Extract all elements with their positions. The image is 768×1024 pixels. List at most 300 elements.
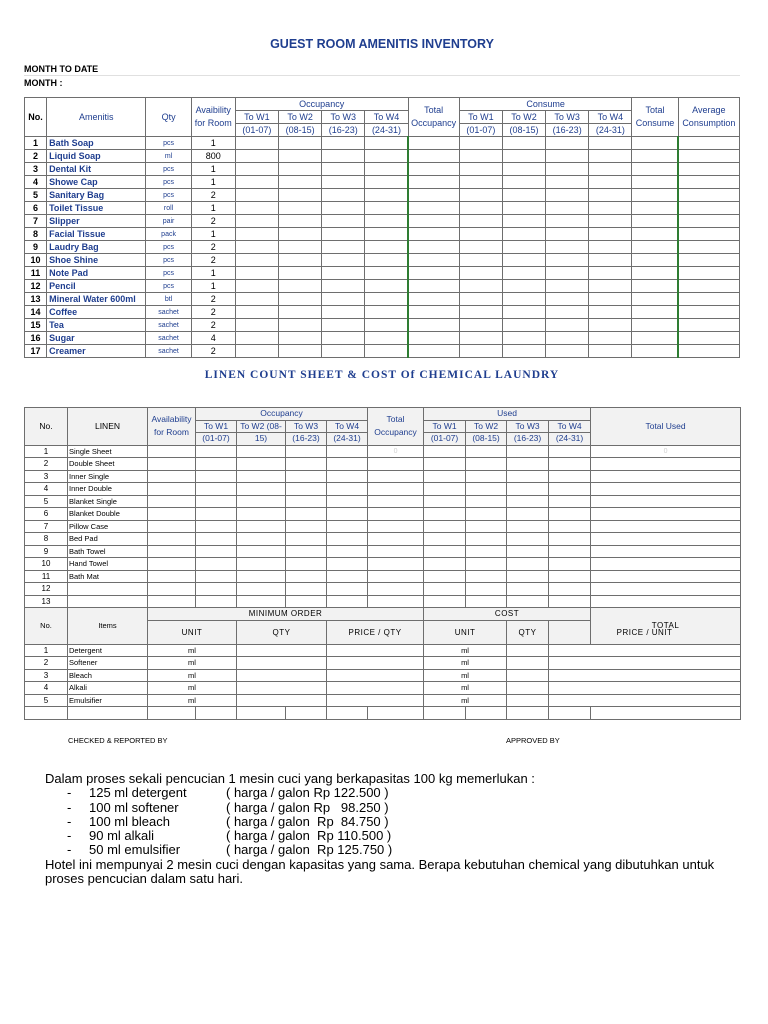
amenity-cell[interactable] (279, 176, 322, 189)
amenity-cell[interactable] (322, 241, 365, 254)
chemical-empty-cell[interactable] (466, 707, 507, 720)
amenity-cell[interactable] (235, 332, 278, 345)
linen-cell[interactable] (466, 595, 507, 608)
amenity-cell[interactable] (235, 345, 278, 358)
amenity-cell[interactable] (546, 332, 589, 345)
amenity-cell[interactable] (235, 241, 278, 254)
amenity-cell[interactable] (589, 202, 632, 215)
amenity-cell[interactable] (365, 293, 408, 306)
chemical-empty-cell[interactable] (68, 707, 148, 720)
amenity-cell[interactable] (589, 306, 632, 319)
chemical-price-unit[interactable] (549, 669, 741, 682)
amenity-cell[interactable] (235, 176, 278, 189)
amenity-cell[interactable] (632, 293, 678, 306)
linen-cell[interactable] (286, 458, 327, 471)
linen-cell[interactable] (327, 520, 368, 533)
chemical-empty-cell[interactable] (148, 707, 196, 720)
amenity-cell[interactable] (408, 215, 459, 228)
linen-cell[interactable] (368, 445, 424, 458)
linen-cell[interactable] (424, 508, 466, 521)
amenity-cell[interactable] (235, 202, 278, 215)
linen-cell[interactable] (327, 533, 368, 546)
linen-cell[interactable] (196, 483, 237, 496)
linen-cell[interactable] (368, 495, 424, 508)
amenity-cell[interactable] (279, 280, 322, 293)
amenity-cell[interactable] (589, 280, 632, 293)
linen-cell[interactable] (507, 508, 549, 521)
amenity-cell[interactable] (678, 215, 739, 228)
linen-cell[interactable] (424, 445, 466, 458)
amenity-cell[interactable] (322, 150, 365, 163)
amenity-cell[interactable] (546, 306, 589, 319)
chemical-qty-2[interactable] (507, 694, 549, 707)
amenity-cell[interactable] (546, 189, 589, 202)
linen-cell[interactable] (549, 595, 591, 608)
linen-cell[interactable] (327, 570, 368, 583)
linen-cell[interactable] (368, 570, 424, 583)
linen-cell[interactable] (466, 583, 507, 596)
linen-cell[interactable] (591, 470, 741, 483)
amenity-cell[interactable] (589, 254, 632, 267)
linen-cell[interactable] (507, 470, 549, 483)
amenity-cell[interactable] (459, 202, 502, 215)
amenity-cell[interactable] (546, 228, 589, 241)
linen-cell[interactable] (466, 495, 507, 508)
amenity-cell[interactable] (632, 345, 678, 358)
amenity-cell[interactable] (546, 293, 589, 306)
chemical-qty[interactable] (237, 694, 327, 707)
linen-cell[interactable] (237, 508, 286, 521)
amenity-cell[interactable] (365, 176, 408, 189)
amenity-cell[interactable] (408, 163, 459, 176)
amenity-cell[interactable] (546, 202, 589, 215)
amenity-cell[interactable] (365, 254, 408, 267)
linen-cell[interactable] (424, 595, 466, 608)
linen-cell[interactable] (507, 520, 549, 533)
amenity-cell[interactable] (459, 215, 502, 228)
linen-cell[interactable] (591, 508, 741, 521)
amenity-cell[interactable] (502, 176, 545, 189)
amenity-cell[interactable] (546, 267, 589, 280)
amenity-cell[interactable] (546, 254, 589, 267)
linen-cell[interactable] (424, 570, 466, 583)
amenity-cell[interactable] (589, 293, 632, 306)
linen-cell[interactable] (424, 495, 466, 508)
amenity-cell[interactable] (502, 332, 545, 345)
linen-cell[interactable] (237, 558, 286, 571)
linen-cell[interactable] (507, 545, 549, 558)
linen-cell[interactable] (148, 520, 196, 533)
linen-cell[interactable] (466, 570, 507, 583)
amenity-cell[interactable] (678, 319, 739, 332)
linen-cell[interactable] (237, 595, 286, 608)
amenity-cell[interactable] (502, 215, 545, 228)
amenity-cell[interactable] (678, 280, 739, 293)
amenity-cell[interactable] (678, 202, 739, 215)
linen-cell[interactable] (237, 483, 286, 496)
amenity-cell[interactable] (322, 215, 365, 228)
linen-cell[interactable] (286, 595, 327, 608)
amenity-cell[interactable] (365, 332, 408, 345)
amenity-cell[interactable] (279, 267, 322, 280)
linen-cell[interactable] (148, 483, 196, 496)
amenity-cell[interactable] (589, 137, 632, 150)
amenity-cell[interactable] (589, 189, 632, 202)
amenity-cell[interactable] (459, 319, 502, 332)
amenity-cell[interactable] (459, 150, 502, 163)
linen-cell[interactable] (424, 545, 466, 558)
amenity-cell[interactable] (678, 163, 739, 176)
linen-cell[interactable] (368, 520, 424, 533)
amenity-cell[interactable] (632, 254, 678, 267)
linen-cell[interactable] (196, 533, 237, 546)
amenity-cell[interactable] (589, 163, 632, 176)
amenity-cell[interactable] (459, 345, 502, 358)
linen-cell[interactable] (507, 570, 549, 583)
amenity-cell[interactable] (322, 319, 365, 332)
amenity-cell[interactable] (235, 137, 278, 150)
amenity-cell[interactable] (459, 189, 502, 202)
amenity-cell[interactable] (632, 306, 678, 319)
linen-cell[interactable] (507, 495, 549, 508)
linen-cell[interactable] (424, 520, 466, 533)
linen-cell[interactable] (424, 483, 466, 496)
amenity-cell[interactable] (632, 280, 678, 293)
amenity-cell[interactable] (589, 319, 632, 332)
chemical-empty-cell[interactable] (507, 707, 549, 720)
amenity-cell[interactable] (235, 280, 278, 293)
amenity-cell[interactable] (279, 293, 322, 306)
linen-cell[interactable] (148, 570, 196, 583)
linen-cell[interactable] (286, 533, 327, 546)
linen-cell[interactable] (196, 445, 237, 458)
amenity-cell[interactable] (546, 163, 589, 176)
amenity-cell[interactable] (279, 137, 322, 150)
linen-cell[interactable] (286, 445, 327, 458)
chemical-price-qty[interactable] (327, 644, 424, 657)
linen-cell[interactable] (507, 533, 549, 546)
linen-cell[interactable] (549, 570, 591, 583)
chemical-price-unit[interactable] (549, 694, 741, 707)
amenity-cell[interactable] (678, 176, 739, 189)
linen-cell[interactable] (286, 483, 327, 496)
linen-cell[interactable] (549, 583, 591, 596)
chemical-empty-cell[interactable] (25, 707, 68, 720)
chemical-empty-cell[interactable] (424, 707, 466, 720)
linen-cell[interactable] (327, 445, 368, 458)
amenity-cell[interactable] (632, 215, 678, 228)
amenity-cell[interactable] (322, 306, 365, 319)
linen-cell[interactable] (466, 533, 507, 546)
linen-cell[interactable] (148, 595, 196, 608)
amenity-cell[interactable] (632, 332, 678, 345)
linen-cell[interactable] (507, 483, 549, 496)
amenity-cell[interactable] (546, 345, 589, 358)
linen-cell[interactable] (327, 583, 368, 596)
linen-cell[interactable] (368, 545, 424, 558)
linen-cell[interactable] (286, 545, 327, 558)
linen-cell[interactable] (196, 495, 237, 508)
amenity-cell[interactable] (632, 189, 678, 202)
chemical-empty-cell[interactable] (327, 707, 368, 720)
linen-cell[interactable] (368, 533, 424, 546)
amenity-cell[interactable] (322, 332, 365, 345)
linen-cell[interactable] (237, 470, 286, 483)
amenity-cell[interactable] (408, 293, 459, 306)
amenity-cell[interactable] (279, 345, 322, 358)
linen-cell[interactable] (148, 470, 196, 483)
amenity-cell[interactable] (632, 176, 678, 189)
chemical-price-unit[interactable] (549, 644, 741, 657)
linen-cell[interactable] (327, 458, 368, 471)
amenity-cell[interactable] (502, 150, 545, 163)
amenity-cell[interactable] (678, 293, 739, 306)
amenity-cell[interactable] (632, 228, 678, 241)
linen-cell[interactable] (507, 458, 549, 471)
linen-cell[interactable] (148, 508, 196, 521)
amenity-cell[interactable] (322, 137, 365, 150)
amenity-cell[interactable] (279, 332, 322, 345)
amenity-cell[interactable] (408, 254, 459, 267)
linen-cell[interactable] (286, 570, 327, 583)
linen-cell[interactable] (549, 533, 591, 546)
linen-cell[interactable] (286, 470, 327, 483)
amenity-cell[interactable] (632, 267, 678, 280)
chemical-price-qty[interactable] (327, 694, 424, 707)
amenity-cell[interactable] (546, 215, 589, 228)
linen-cell[interactable] (327, 558, 368, 571)
chemical-price-unit[interactable] (549, 682, 741, 695)
amenity-cell[interactable] (408, 345, 459, 358)
linen-cell[interactable] (466, 558, 507, 571)
amenity-cell[interactable] (365, 137, 408, 150)
linen-cell[interactable] (196, 520, 237, 533)
amenity-cell[interactable] (502, 319, 545, 332)
amenity-cell[interactable] (502, 189, 545, 202)
linen-cell[interactable] (507, 558, 549, 571)
amenity-cell[interactable] (459, 254, 502, 267)
amenity-cell[interactable] (459, 137, 502, 150)
amenity-cell[interactable] (322, 293, 365, 306)
amenity-cell[interactable] (365, 319, 408, 332)
linen-cell[interactable] (368, 558, 424, 571)
amenity-cell[interactable] (678, 267, 739, 280)
amenity-cell[interactable] (459, 306, 502, 319)
linen-cell[interactable] (368, 595, 424, 608)
amenity-cell[interactable] (408, 241, 459, 254)
amenity-cell[interactable] (235, 163, 278, 176)
chemical-qty-2[interactable] (507, 669, 549, 682)
chemical-qty-2[interactable] (507, 657, 549, 670)
linen-cell[interactable] (424, 470, 466, 483)
amenity-cell[interactable] (632, 150, 678, 163)
linen-cell[interactable] (237, 445, 286, 458)
chemical-qty-2[interactable] (507, 682, 549, 695)
amenity-cell[interactable] (678, 345, 739, 358)
linen-cell[interactable] (591, 445, 741, 458)
amenity-cell[interactable] (632, 137, 678, 150)
amenity-cell[interactable] (589, 176, 632, 189)
amenity-cell[interactable] (678, 150, 739, 163)
linen-cell[interactable] (424, 583, 466, 596)
linen-cell[interactable] (148, 458, 196, 471)
amenity-cell[interactable] (546, 280, 589, 293)
linen-cell[interactable] (368, 583, 424, 596)
amenity-cell[interactable] (235, 267, 278, 280)
amenity-cell[interactable] (459, 280, 502, 293)
amenity-cell[interactable] (589, 241, 632, 254)
amenity-cell[interactable] (408, 137, 459, 150)
linen-cell[interactable] (148, 445, 196, 458)
chemical-empty-cell[interactable] (196, 707, 237, 720)
linen-cell[interactable] (507, 583, 549, 596)
amenity-cell[interactable] (322, 202, 365, 215)
amenity-cell[interactable] (546, 137, 589, 150)
amenity-cell[interactable] (279, 306, 322, 319)
amenity-cell[interactable] (365, 306, 408, 319)
chemical-qty[interactable] (237, 682, 327, 695)
chemical-qty-2[interactable] (507, 644, 549, 657)
amenity-cell[interactable] (678, 137, 739, 150)
chemical-empty-cell[interactable] (237, 707, 286, 720)
amenity-cell[interactable] (279, 319, 322, 332)
linen-cell[interactable] (549, 483, 591, 496)
chemical-empty-cell[interactable] (368, 707, 424, 720)
linen-cell[interactable] (368, 470, 424, 483)
linen-cell[interactable] (549, 445, 591, 458)
amenity-cell[interactable] (279, 241, 322, 254)
amenity-cell[interactable] (235, 319, 278, 332)
amenity-cell[interactable] (459, 293, 502, 306)
amenity-cell[interactable] (365, 267, 408, 280)
linen-cell[interactable] (196, 470, 237, 483)
amenity-cell[interactable] (408, 306, 459, 319)
linen-cell[interactable] (148, 495, 196, 508)
linen-cell[interactable] (196, 595, 237, 608)
linen-cell[interactable] (591, 520, 741, 533)
amenity-cell[interactable] (459, 228, 502, 241)
linen-cell[interactable] (368, 458, 424, 471)
linen-cell[interactable] (591, 458, 741, 471)
amenity-cell[interactable] (279, 202, 322, 215)
amenity-cell[interactable] (502, 137, 545, 150)
linen-cell[interactable] (368, 483, 424, 496)
linen-cell[interactable] (327, 508, 368, 521)
amenity-cell[interactable] (546, 176, 589, 189)
linen-cell[interactable] (549, 520, 591, 533)
linen-cell[interactable] (466, 545, 507, 558)
linen-cell[interactable] (466, 483, 507, 496)
amenity-cell[interactable] (589, 332, 632, 345)
amenity-cell[interactable] (678, 189, 739, 202)
chemical-qty[interactable] (237, 657, 327, 670)
amenity-cell[interactable] (632, 319, 678, 332)
linen-cell[interactable] (424, 458, 466, 471)
linen-cell[interactable] (549, 558, 591, 571)
linen-cell[interactable] (196, 545, 237, 558)
amenity-cell[interactable] (365, 189, 408, 202)
amenity-cell[interactable] (502, 228, 545, 241)
linen-cell[interactable] (549, 545, 591, 558)
amenity-cell[interactable] (322, 345, 365, 358)
amenity-cell[interactable] (459, 267, 502, 280)
chemical-price-qty[interactable] (327, 682, 424, 695)
amenity-cell[interactable] (279, 189, 322, 202)
amenity-cell[interactable] (459, 176, 502, 189)
amenity-cell[interactable] (546, 319, 589, 332)
linen-cell[interactable] (549, 458, 591, 471)
amenity-cell[interactable] (589, 267, 632, 280)
amenity-cell[interactable] (632, 202, 678, 215)
amenity-cell[interactable] (365, 215, 408, 228)
amenity-cell[interactable] (408, 202, 459, 215)
chemical-price-unit[interactable] (549, 657, 741, 670)
amenity-cell[interactable] (589, 150, 632, 163)
amenity-cell[interactable] (279, 163, 322, 176)
amenity-cell[interactable] (365, 202, 408, 215)
linen-cell[interactable] (327, 495, 368, 508)
amenity-cell[interactable] (365, 241, 408, 254)
chemical-empty-cell[interactable] (591, 707, 741, 720)
linen-cell[interactable] (148, 583, 196, 596)
linen-cell[interactable] (286, 558, 327, 571)
amenity-cell[interactable] (678, 241, 739, 254)
amenity-cell[interactable] (279, 228, 322, 241)
amenity-cell[interactable] (408, 319, 459, 332)
linen-cell[interactable] (591, 545, 741, 558)
amenity-cell[interactable] (408, 176, 459, 189)
linen-cell[interactable] (591, 495, 741, 508)
linen-cell[interactable] (196, 570, 237, 583)
linen-cell[interactable] (424, 533, 466, 546)
linen-cell[interactable] (148, 558, 196, 571)
amenity-cell[interactable] (365, 228, 408, 241)
linen-cell[interactable] (237, 545, 286, 558)
linen-cell[interactable] (549, 495, 591, 508)
linen-cell[interactable] (237, 495, 286, 508)
amenity-cell[interactable] (322, 163, 365, 176)
amenity-cell[interactable] (235, 215, 278, 228)
amenity-cell[interactable] (322, 176, 365, 189)
linen-cell[interactable] (148, 533, 196, 546)
amenity-cell[interactable] (678, 332, 739, 345)
amenity-cell[interactable] (235, 293, 278, 306)
linen-cell[interactable] (286, 508, 327, 521)
amenity-cell[interactable] (678, 306, 739, 319)
amenity-cell[interactable] (678, 254, 739, 267)
amenity-cell[interactable] (502, 345, 545, 358)
linen-cell[interactable] (327, 483, 368, 496)
amenity-cell[interactable] (678, 228, 739, 241)
linen-cell[interactable] (466, 458, 507, 471)
linen-cell[interactable] (591, 583, 741, 596)
linen-cell[interactable] (237, 570, 286, 583)
amenity-cell[interactable] (546, 241, 589, 254)
linen-cell[interactable] (507, 445, 549, 458)
amenity-cell[interactable] (408, 189, 459, 202)
amenity-cell[interactable] (459, 163, 502, 176)
amenity-cell[interactable] (546, 150, 589, 163)
amenity-cell[interactable] (408, 332, 459, 345)
amenity-cell[interactable] (589, 345, 632, 358)
linen-cell[interactable] (196, 508, 237, 521)
amenity-cell[interactable] (365, 280, 408, 293)
amenity-cell[interactable] (235, 254, 278, 267)
linen-cell[interactable] (466, 445, 507, 458)
linen-cell[interactable] (327, 595, 368, 608)
linen-cell[interactable] (591, 558, 741, 571)
linen-cell[interactable] (591, 570, 741, 583)
